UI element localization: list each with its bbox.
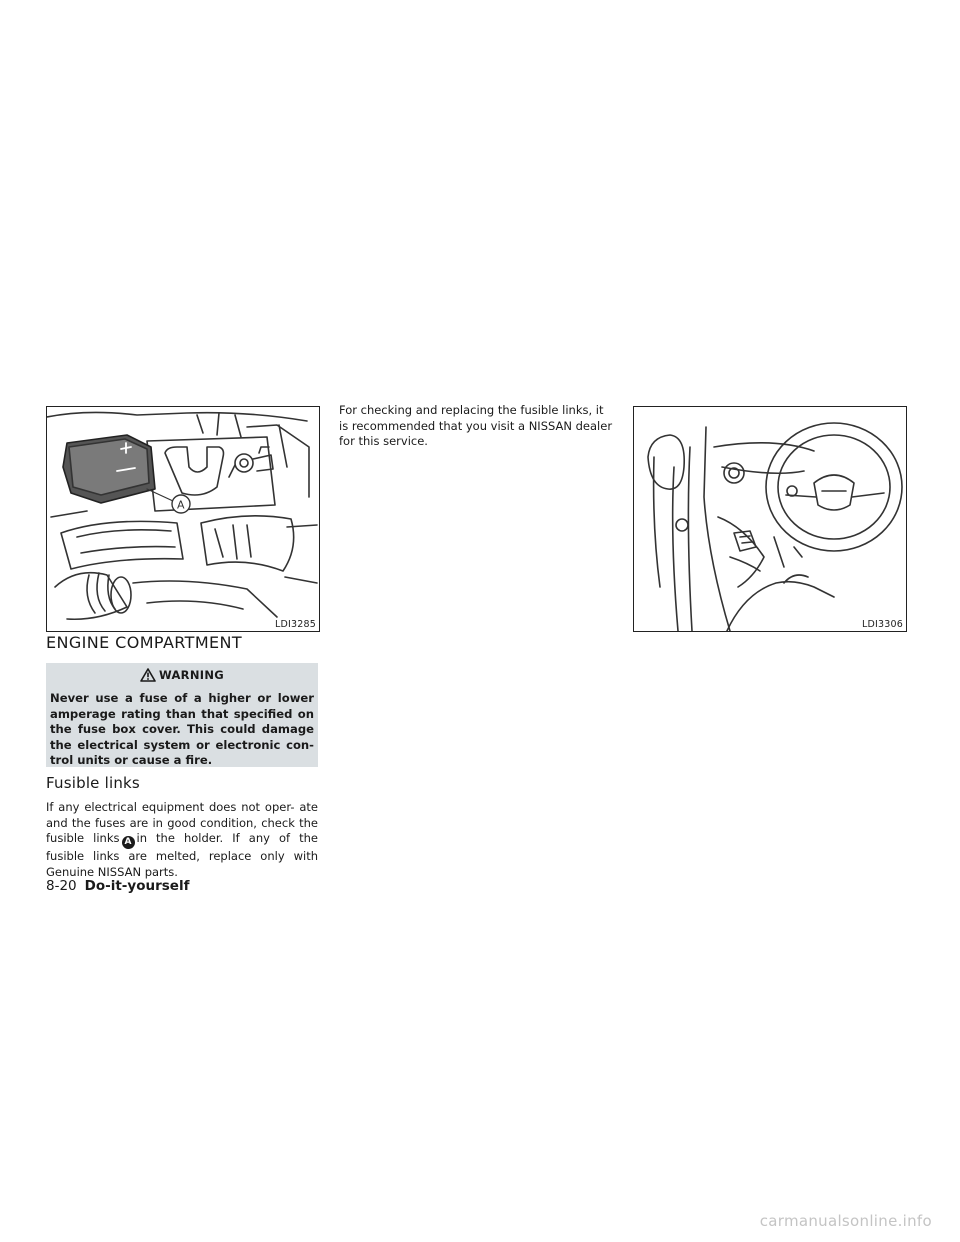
- page-number: 8-20: [46, 878, 77, 894]
- figure-code: LDI3306: [862, 619, 903, 630]
- engine-compartment-figure: [46, 406, 320, 632]
- paragraph-text: If any electrical equipment does not oper- ate and the fuses are in good condition, check the fusible links: [46, 800, 318, 845]
- svg-text:A: A: [177, 498, 185, 512]
- warning-header: [46, 663, 318, 687]
- subsection-title: Fusible links: [46, 774, 140, 792]
- watermark: carmanualsonline.info: [759, 1212, 932, 1230]
- figure-code: LDI3285: [275, 619, 316, 630]
- page-footer: [46, 878, 189, 894]
- driver-area-figure: [633, 406, 907, 632]
- warning-box: [46, 663, 318, 767]
- section-title: ENGINE COMPARTMENT: [46, 633, 243, 652]
- warning-title: WARNING: [159, 668, 224, 682]
- paragraph-text: in the holder. If any of the fusible links are melted, replace only with Genuine NISSAN parts.: [46, 831, 318, 879]
- under-dash-illustration: [634, 407, 906, 631]
- chapter-title: Do-it-yourself: [84, 878, 190, 894]
- callout-badge: A: [122, 836, 135, 849]
- dealer-service-paragraph: For checking and replacing the fusible links, it is recommended that you visit a NISSAN dealer for this service.: [339, 403, 613, 448]
- engine-compartment-illustration: [47, 407, 319, 631]
- warning-text: Never use a fuse of a higher or lower amperage rating than that specified on the fuse box cover. This could damage the electrical system or electronic con- trol units or cause a fire.: [50, 691, 314, 767]
- fusible-links-paragraph: [46, 800, 318, 880]
- warning-icon: [140, 668, 156, 682]
